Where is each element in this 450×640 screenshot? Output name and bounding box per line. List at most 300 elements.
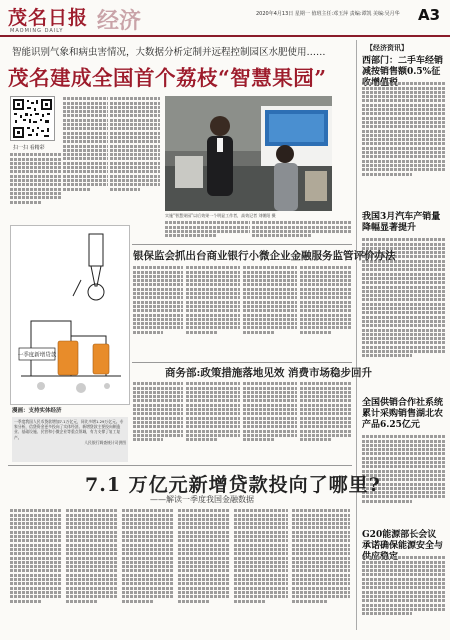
text-line: [292, 518, 350, 521]
text-line: [362, 320, 446, 323]
text-line: [234, 578, 288, 581]
text-line: [243, 326, 297, 329]
text-line: [362, 91, 446, 94]
text-line: [186, 408, 240, 411]
text-line: [186, 395, 240, 398]
text-line: [63, 175, 108, 178]
text-line: [178, 522, 230, 525]
feature-subtitle: ——解读一季度我国金融数据: [150, 495, 254, 504]
text-line: [122, 548, 174, 551]
text-line: [300, 301, 352, 304]
text-line: [10, 582, 62, 585]
text-line: [10, 183, 62, 186]
text-line: [362, 125, 446, 128]
text-line: [178, 574, 230, 577]
text-line: [362, 333, 446, 336]
text-line: [10, 535, 62, 538]
text-line: [292, 526, 350, 529]
text-line: [133, 275, 183, 278]
feature-title[interactable]: 7.1 万亿元新增贷款投向了哪里?: [85, 474, 381, 496]
text-line: [362, 595, 446, 598]
text-line: [292, 544, 350, 547]
text-line: [110, 97, 160, 100]
text-line: [362, 82, 446, 85]
text-line: [178, 587, 230, 590]
text-line: [300, 292, 352, 295]
text-line: [362, 465, 446, 468]
text-line: [362, 329, 446, 332]
text-line: [122, 574, 174, 577]
text-line: [292, 522, 350, 525]
text-line: [122, 526, 174, 529]
text-line: [165, 230, 250, 233]
text-line: [300, 271, 352, 274]
qr-code-icon: [11, 97, 54, 140]
text-line: [186, 288, 240, 291]
text-line: [186, 283, 240, 286]
text-line: [63, 127, 108, 130]
text-line: [178, 514, 230, 517]
text-line: [178, 526, 230, 529]
text-line: [234, 561, 288, 564]
text-line: [133, 318, 183, 321]
commerce-article-body-col2: [186, 381, 240, 461]
text-line: [133, 421, 183, 424]
text-line: [110, 110, 160, 113]
text-line: [186, 434, 240, 437]
text-line: [10, 557, 62, 560]
feature-body-col6: [292, 508, 350, 634]
qr-caption: 扫一扫 看精彩: [13, 145, 45, 151]
text-line: [292, 548, 350, 551]
text-line: [10, 192, 62, 195]
text-line: [178, 552, 230, 555]
text-line: [362, 457, 446, 460]
commerce-article-body-col3: [243, 381, 297, 461]
text-line: [122, 595, 174, 598]
text-line: [133, 309, 183, 312]
text-line: [234, 587, 288, 590]
text-line: [165, 226, 250, 229]
text-line: [243, 391, 297, 394]
text-line: [63, 183, 108, 186]
commerce-article-body-col1: [133, 381, 183, 461]
text-line: [133, 283, 183, 286]
text-line: [186, 425, 240, 428]
text-line: [122, 518, 174, 521]
sidebar-heading: 【经济资讯】: [366, 44, 408, 52]
text-line: [133, 382, 183, 385]
text-line: [122, 514, 174, 517]
text-line: [243, 404, 297, 407]
text-line: [63, 106, 108, 109]
sidebar-item3-title[interactable]: 全国供销合作社系统累计采购销售湖北农产品6.25亿元: [362, 398, 444, 430]
text-line: [133, 322, 183, 325]
text-line: [300, 314, 352, 317]
text-line: [300, 309, 352, 312]
text-line: [63, 170, 108, 173]
text-line: [234, 565, 288, 568]
cartoon-byline: 人民银行调查统计司供图: [84, 439, 126, 445]
text-line: [186, 387, 240, 390]
text-line: [362, 573, 446, 576]
text-line: [362, 121, 446, 124]
text-line: [10, 522, 62, 525]
text-line: [63, 123, 108, 126]
text-line: [122, 569, 174, 572]
text-line: [362, 440, 446, 443]
newspaper-logo-english: MAOMING DAILY: [10, 28, 64, 34]
bank-article-body-col4: [300, 265, 352, 360]
text-line: [110, 157, 160, 160]
text-line: [362, 337, 446, 340]
text-line: [300, 322, 352, 325]
text-line: [10, 153, 62, 156]
text-line: [122, 535, 174, 538]
text-line: [300, 404, 352, 407]
text-line: [186, 309, 240, 312]
text-line: [362, 290, 446, 293]
text-line: [110, 132, 160, 135]
text-line: [362, 238, 446, 241]
text-line: [292, 582, 350, 585]
text-line: [243, 292, 297, 295]
text-line: [110, 170, 160, 173]
text-line: [234, 522, 288, 525]
text-line: [186, 318, 240, 321]
text-line: [178, 561, 230, 564]
text-line: [186, 438, 218, 441]
text-line: [292, 574, 350, 577]
text-line: [234, 544, 288, 547]
text-line: [234, 552, 288, 555]
text-line: [186, 322, 240, 325]
main-article-title[interactable]: 茂名建成全国首个荔枝“智慧果园”: [8, 66, 327, 90]
text-line: [110, 102, 160, 105]
text-line: [252, 230, 352, 233]
text-line: [243, 309, 297, 312]
bank-article-body-col1: [133, 265, 183, 360]
text-line: [362, 444, 446, 447]
text-line: [362, 435, 446, 438]
text-line: [133, 288, 183, 291]
text-line: [133, 301, 183, 304]
text-line: [66, 514, 118, 517]
text-line: [186, 326, 240, 329]
text-line: [10, 600, 41, 603]
text-line: [234, 514, 288, 517]
text-line: [243, 387, 297, 390]
text-line: [110, 140, 160, 143]
text-line: [133, 305, 183, 308]
bank-article-title[interactable]: 银保监会抓出台商业银行小微企业金融服务监管评价办法: [133, 250, 396, 262]
text-line: [234, 600, 266, 603]
text-line: [133, 430, 183, 433]
text-line: [10, 544, 62, 547]
text-line: [10, 587, 62, 590]
text-line: [110, 188, 140, 191]
text-line: [63, 136, 108, 139]
text-line: [10, 196, 62, 199]
text-line: [292, 578, 350, 581]
text-line: [186, 399, 240, 402]
text-line: [133, 412, 183, 415]
text-line: [362, 108, 446, 111]
text-line: [362, 354, 412, 357]
text-line: [10, 201, 41, 204]
text-line: [178, 548, 230, 551]
text-line: [186, 301, 240, 304]
text-line: [10, 539, 62, 542]
text-line: [362, 268, 446, 271]
text-line: [362, 582, 446, 585]
text-line: [10, 158, 62, 161]
text-line: [292, 600, 327, 603]
text-line: [292, 552, 350, 555]
text-line: [122, 600, 153, 603]
text-line: [362, 311, 446, 314]
text-line: [300, 387, 352, 390]
section-rule-1: [132, 244, 352, 245]
text-line: [243, 279, 297, 282]
text-line: [122, 509, 174, 512]
text-line: [186, 292, 240, 295]
text-line: [178, 591, 230, 594]
text-line: [10, 565, 62, 568]
text-line: [122, 552, 174, 555]
text-line: [292, 591, 350, 594]
text-line: [243, 430, 297, 433]
text-line: [63, 114, 108, 117]
text-line: [66, 548, 118, 551]
text-line: [292, 531, 350, 534]
text-line: [300, 275, 352, 278]
text-line: [300, 266, 352, 269]
text-line: [362, 99, 446, 102]
text-line: [110, 136, 160, 139]
masthead: [0, 0, 450, 38]
bank-article-body-col3: [243, 265, 297, 360]
sidebar-item1-title[interactable]: 西部门：二手车经销减按销售额0.5%征: [362, 56, 444, 77]
text-line: [110, 145, 160, 148]
text-line: [66, 574, 118, 577]
text-line: [234, 539, 288, 542]
text-line: [234, 526, 288, 529]
text-line: [110, 162, 160, 165]
text-line: [63, 102, 108, 105]
text-line: [110, 153, 160, 156]
text-line: [362, 264, 446, 267]
text-line: [66, 561, 118, 564]
text-line: [133, 417, 183, 420]
text-line: [66, 544, 118, 547]
text-line: [63, 140, 108, 143]
text-line: [362, 612, 412, 615]
text-line: [63, 157, 108, 160]
text-line: [110, 166, 160, 169]
text-line: [63, 97, 108, 100]
text-line: [362, 578, 446, 581]
text-line: [10, 179, 62, 182]
text-line: [186, 271, 240, 274]
text-line: [362, 160, 446, 163]
feature-body-col2: [66, 508, 118, 634]
text-line: [10, 574, 62, 577]
text-line: [362, 294, 446, 297]
text-line: [243, 399, 297, 402]
text-line: [10, 526, 62, 529]
text-line: [10, 162, 62, 165]
page-number: A3: [418, 6, 441, 24]
text-line: [63, 145, 108, 148]
text-line: [110, 106, 160, 109]
commerce-article-title[interactable]: 商务部:政策措施落地见效 消费市场稳步回升: [165, 367, 373, 379]
text-line: [362, 277, 446, 280]
qr-code[interactable]: [10, 96, 55, 141]
text-line: [122, 591, 174, 594]
sidebar-item2-title[interactable]: 我国3月汽车产销量降幅显著提升: [362, 212, 441, 233]
text-line: [122, 539, 174, 542]
feature-body-col5: [234, 508, 288, 634]
text-line: [292, 565, 350, 568]
text-line: [63, 188, 90, 191]
text-line: [178, 544, 230, 547]
text-line: [186, 382, 240, 385]
text-line: [10, 561, 62, 564]
text-line: [122, 531, 174, 534]
text-line: [292, 587, 350, 590]
sidebar-item1-body: [362, 81, 446, 205]
text-line: [165, 221, 250, 224]
feature-body-col4: [178, 508, 230, 634]
text-line: [234, 509, 288, 512]
text-line: [362, 500, 412, 503]
main-article-body-col4: [165, 220, 250, 244]
text-line: [110, 114, 160, 117]
text-line: [243, 412, 297, 415]
text-line: [133, 279, 183, 282]
text-line: [292, 595, 350, 598]
main-article-body-col1: [10, 152, 62, 220]
text-line: [300, 425, 352, 428]
sidebar-divider: [356, 40, 357, 630]
orchard-photo[interactable]: [165, 96, 332, 211]
text-line: [362, 350, 446, 353]
text-line: [186, 275, 240, 278]
text-line: [178, 539, 230, 542]
text-line: [243, 417, 297, 420]
text-line: [300, 382, 352, 385]
text-line: [362, 324, 446, 327]
text-line: [133, 434, 183, 437]
text-line: [66, 557, 118, 560]
text-line: [292, 514, 350, 517]
text-line: [66, 526, 118, 529]
text-line: [362, 298, 446, 301]
text-line: [66, 509, 118, 512]
text-line: [110, 127, 160, 130]
text-line: [234, 518, 288, 521]
text-line: [292, 561, 350, 564]
text-line: [362, 307, 446, 310]
issue-info: 2020年4月13日 星期一 值班主任:邓玉萍 责编:谭凯 美编:吴月华: [256, 11, 400, 17]
text-line: [243, 301, 297, 304]
text-line: [243, 266, 297, 269]
text-line: [252, 234, 312, 237]
text-line: [10, 170, 62, 173]
main-article-body-col3: [110, 96, 160, 220]
text-line: [362, 151, 446, 154]
text-line: [362, 565, 446, 568]
text-line: [362, 461, 446, 464]
cartoon-caption: 漫画：支持实体经济: [12, 408, 62, 414]
text-line: [243, 438, 275, 441]
text-line: [300, 434, 352, 437]
text-line: [300, 279, 352, 282]
text-line: [362, 561, 446, 564]
text-line: [10, 591, 62, 594]
section-name: 经济: [97, 8, 142, 34]
text-line: [362, 138, 446, 141]
text-line: [300, 408, 352, 411]
text-line: [186, 305, 240, 308]
text-line: [234, 548, 288, 551]
sidebar-item4-title[interactable]: G20能源部长会议承诺确保能源安全与: [362, 530, 444, 551]
newspaper-logo: 茂名日报: [8, 7, 89, 29]
text-line: [122, 561, 174, 564]
text-line: [133, 404, 183, 407]
text-line: [10, 552, 62, 555]
text-line: [178, 578, 230, 581]
text-line: [362, 303, 446, 306]
photo-caption: 实施“智慧果园”以后效果一个明显工作者，高效记者 刘朝阳 摄: [165, 213, 276, 218]
text-line: [133, 408, 183, 411]
main-article-body-col5: [252, 220, 352, 244]
text-line: [243, 271, 297, 274]
main-article-subtitle: 智能识别气象和病虫害情况，大数据分析定制并远程控制园区水肥使用……: [12, 47, 326, 58]
text-line: [362, 448, 446, 451]
text-line: [122, 565, 174, 568]
cartoon-summary: [12, 417, 128, 462]
text-line: [362, 608, 446, 611]
text-line: [66, 531, 118, 534]
text-line: [66, 539, 118, 542]
cartoon-image: [11, 226, 129, 404]
text-line: [186, 296, 240, 299]
text-line: [300, 288, 352, 291]
text-line: [110, 123, 160, 126]
text-line: [186, 430, 240, 433]
text-line: [186, 331, 218, 334]
text-line: [186, 279, 240, 282]
text-line: [133, 399, 183, 402]
text-line: [66, 591, 118, 594]
text-line: [186, 421, 240, 424]
text-line: [234, 531, 288, 534]
text-line: [362, 452, 446, 455]
text-line: [243, 408, 297, 411]
text-line: [362, 117, 446, 120]
text-line: [243, 382, 297, 385]
cartoon-illustration[interactable]: [10, 225, 130, 405]
text-line: [110, 183, 160, 186]
text-line: [243, 275, 297, 278]
text-line: [362, 569, 446, 572]
text-line: [66, 552, 118, 555]
text-line: [10, 569, 62, 572]
text-line: [66, 522, 118, 525]
text-line: [234, 535, 288, 538]
